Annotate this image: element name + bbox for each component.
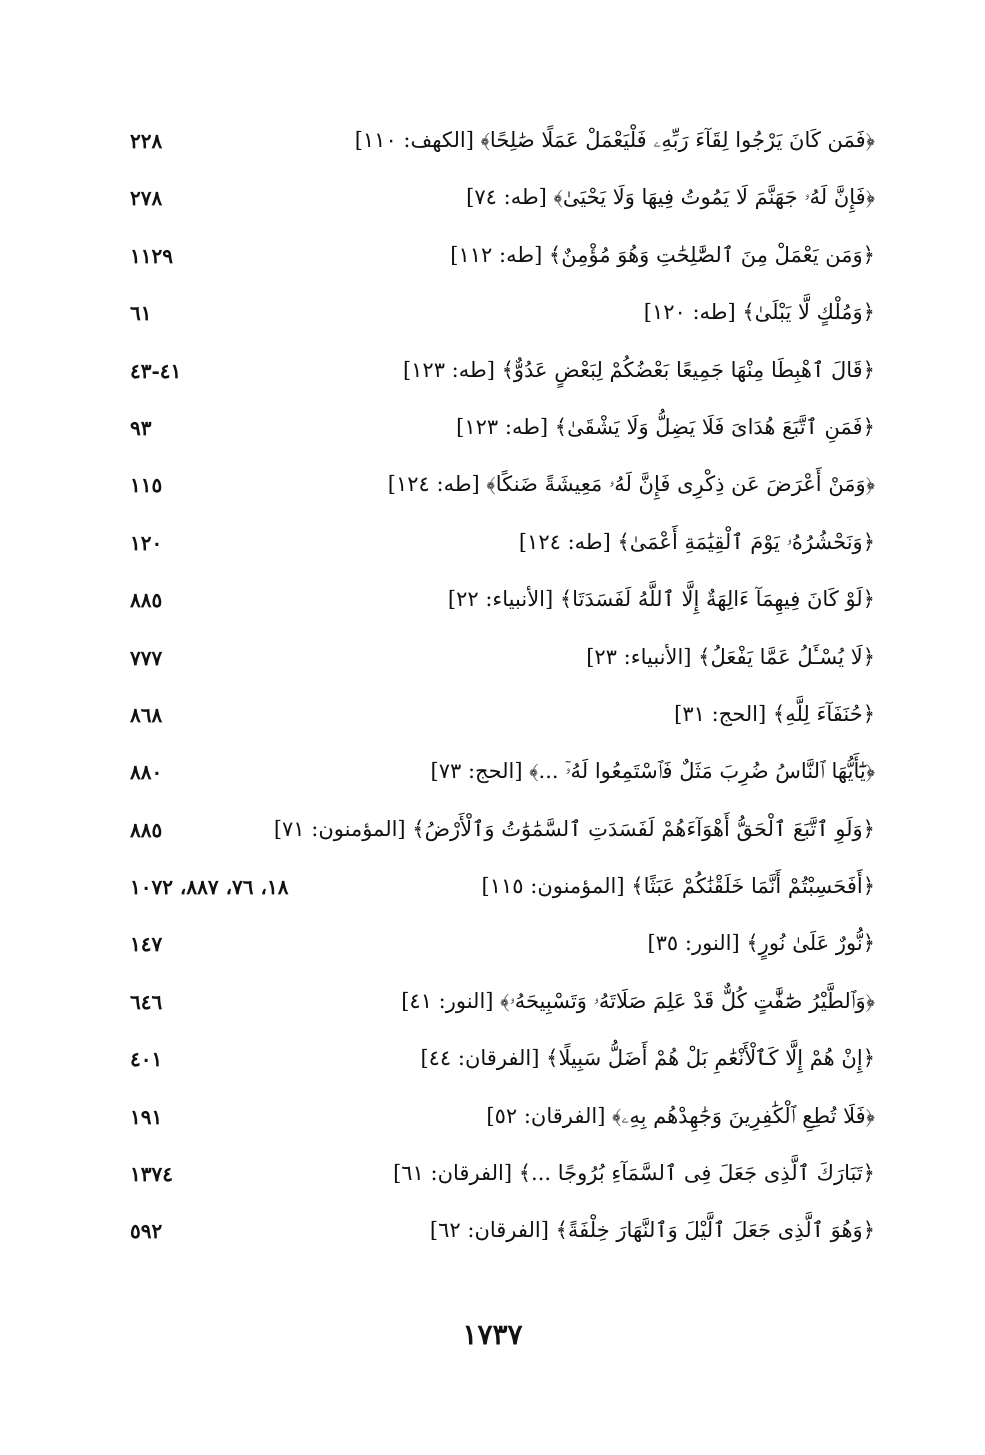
verse-text: ﴿نُّورٌ عَلَىٰ نُورٍ﴾ [النور: ٣٥] <box>647 931 875 956</box>
page-references: ٧٧٧ <box>130 645 163 670</box>
index-entry <box>130 692 875 749</box>
verse-text: ﴿حُنَفَآءَ لِلَّهِ﴾ [الحج: ٣١] <box>674 701 875 726</box>
page-references: ٢٢٨ <box>130 129 163 153</box>
index-entry <box>130 118 875 175</box>
index-entry <box>130 175 875 232</box>
page-references: ١٤٧ <box>130 932 163 957</box>
index-entry <box>130 1151 875 1208</box>
verse-text: ﴿لَا يُسْـَٔلُ عَمَّا يَفْعَلُ﴾ [الأنبياء: ٢٣] <box>586 644 875 669</box>
index-entry <box>130 807 875 864</box>
page-references: ١٢٠ <box>130 530 163 555</box>
index-entry <box>130 864 875 921</box>
index-entry <box>130 520 875 577</box>
verse-text: ﴿فَإِنَّ لَهُۥ جَهَنَّمَ لَا يَمُوتُ فِيهَا وَلَا يَحْيَىٰ﴾ [طه: ٧٤] <box>466 185 875 210</box>
verse-text: ﴿تَبَارَكَ ٱلَّذِى جَعَلَ فِى ٱلسَّمَآءِ بُرُوجًا ...﴾ [الفرقان: ٦١] <box>393 1161 875 1186</box>
page-references: ٦٤٦ <box>130 989 163 1014</box>
page-references: ٦١ <box>130 301 152 326</box>
verse-text: ﴿فَمَن كَانَ يَرْجُوا لِقَآءَ رَبِّهِۦ فَلْيَعْمَلْ عَمَلًا صَٰلِحًا﴾ [الكهف: ١١٠] <box>354 128 875 152</box>
page-references: ١٩١ <box>130 1104 163 1129</box>
verse-index-list <box>130 118 875 1266</box>
index-entry <box>130 290 875 347</box>
verse-text: ﴿وَٱلطَّيْرُ صَٰٓفَّٰتٍ كُلٌّ قَدْ عَلِمَ صَلَاتَهُۥ وَتَسْبِيحَهُۥ﴾ [النور: ٤١] <box>401 988 875 1013</box>
page-references: ١٨، ٧٦، ٨٨٧، ١٠٧٢ <box>130 875 289 900</box>
index-entry <box>130 1208 875 1265</box>
index-entry <box>130 405 875 462</box>
page-references: ٨٨٠ <box>130 760 163 785</box>
page-references: ٢٧٨ <box>130 186 163 211</box>
index-entry <box>130 233 875 290</box>
index-entry <box>130 462 875 519</box>
index-entry <box>130 921 875 978</box>
verse-text: ﴿إِنْ هُمْ إِلَّا كَٱلْأَنْعَٰمِ بَلْ هُمْ أَضَلُّ سَبِيلًا﴾ [الفرقان: ٤٤] <box>420 1046 875 1071</box>
verse-text: ﴿وَنَحْشُرُهُۥ يَوْمَ ٱلْقِيَٰمَةِ أَعْمَىٰ﴾ [طه: ١٢٤] <box>518 529 875 554</box>
verse-text: ﴿يَٰٓأَيُّهَا ٱلنَّاسُ ضُرِبَ مَثَلٌ فَٱسْتَمِعُوا لَهُۥٓ ...﴾ [الحج: ٧٣] <box>430 759 875 784</box>
page-references: ٩٣ <box>130 415 152 440</box>
verse-text: ﴿فَلَا تُطِعِ ٱلْكَٰفِرِينَ وَجَٰهِدْهُم بِهِۦ﴾ [الفرقان: ٥٢] <box>486 1103 875 1128</box>
verse-text: ﴿وَمَنْ أَعْرَضَ عَن ذِكْرِى فَإِنَّ لَهُۥ مَعِيشَةً ضَنكًا﴾ [طه: ١٢٤] <box>387 472 875 497</box>
page-references: ٤١-٤٣ <box>130 358 182 383</box>
verse-text: ﴿وَمُلْكٍ لَّا يَبْلَىٰ﴾ [طه: ١٢٠] <box>643 300 875 325</box>
verse-text: ﴿وَهُوَ ٱلَّذِى جَعَلَ ٱلَّيْلَ وَٱلنَّهَارَ خِلْفَةً﴾ [الفرقان: ٦٢] <box>429 1218 875 1243</box>
page-references: ١١٥ <box>130 473 163 498</box>
verse-text: ﴿وَلَوِ ٱتَّبَعَ ٱلْحَقُّ أَهْوَآءَهُمْ لَفَسَدَتِ ٱلسَّمَٰوَٰتُ وَٱلْأَرْضُ﴾ [المؤمنون: ٧١] <box>273 816 875 841</box>
index-entry <box>130 979 875 1036</box>
index-entry <box>130 1036 875 1093</box>
verse-text: ﴿فَمَنِ ٱتَّبَعَ هُدَاىَ فَلَا يَضِلُّ وَلَا يَشْقَىٰ﴾ [طه: ١٢٣] <box>456 414 875 439</box>
page-references: ١١٢٩ <box>130 243 173 268</box>
index-entry <box>130 1094 875 1151</box>
page-number: ١٧٣٧ <box>462 1318 523 1351</box>
verse-text: ﴿وَمَن يَعْمَلْ مِنَ ٱلصَّٰلِحَٰتِ وَهُوَ مُؤْمِنٌ﴾ [طه: ١١٢] <box>450 242 875 267</box>
page-references: ٥٩٢ <box>130 1219 163 1244</box>
index-entry <box>130 635 875 692</box>
page-references: ٨٨٥ <box>130 588 163 613</box>
verse-text: ﴿لَوْ كَانَ فِيهِمَآ ءَالِهَةٌ إِلَّا ٱللَّهُ لَفَسَدَتَا﴾ [الأنبياء: ٢٢] <box>447 587 875 612</box>
index-entry <box>130 348 875 405</box>
index-entry <box>130 577 875 634</box>
page-references: ٨٨٥ <box>130 817 163 842</box>
verse-text: ﴿أَفَحَسِبْتُمْ أَنَّمَا خَلَقْنَٰكُمْ عَبَثًا﴾ [المؤمنون: ١١٥] <box>481 874 875 899</box>
page-references: ١٣٧٤ <box>130 1162 173 1187</box>
verse-text: ﴿قَالَ ٱهْبِطَا مِنْهَا جَمِيعًا بَعْضُكُمْ لِبَعْضٍ عَدُوٌّ﴾ [طه: ١٢٣] <box>402 357 875 382</box>
page-references: ٨٦٨ <box>130 702 163 727</box>
page-references: ٤٠١ <box>130 1047 163 1072</box>
index-entry <box>130 749 875 806</box>
